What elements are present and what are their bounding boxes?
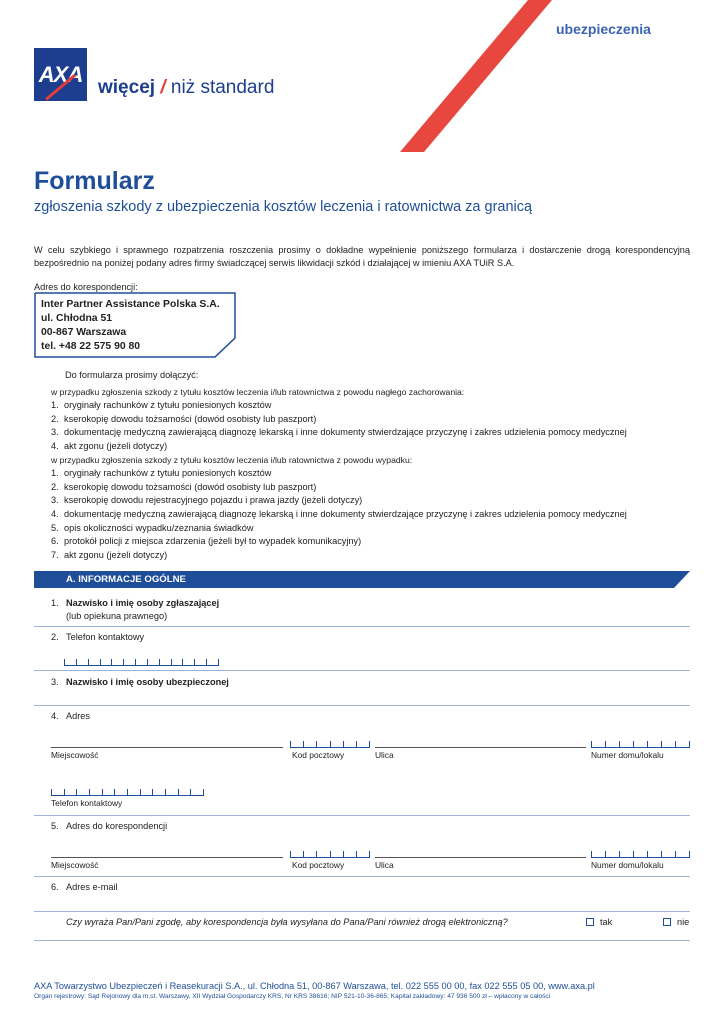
phone-label: Telefon kontaktowy — [51, 798, 123, 808]
divider — [34, 705, 690, 706]
email-input[interactable] — [130, 880, 687, 902]
axa-logo — [34, 48, 87, 101]
q3-input[interactable] — [240, 675, 687, 699]
slogan-separator: / — [160, 77, 166, 98]
divider — [34, 670, 690, 671]
list-item: 2. kserokopię dowodu tożsamości (dowód osobisty lub paszport) — [51, 413, 317, 424]
footer-company-line: AXA Towarzystwo Ubezpieczeń i Reasekuracji S.A., ul. Chłodna 51, 00-867 Warszawa, tel. 022 555 00 00, fax 022 555 05 00, www.axa.pl — [34, 981, 595, 991]
q1-sublabel: (lub opiekuna prawnego) — [66, 611, 168, 621]
street-field[interactable] — [375, 747, 586, 748]
q1-input[interactable] — [227, 600, 687, 620]
q4-number: 4. — [51, 711, 59, 721]
address-label: Adres do korespondencji: — [34, 282, 138, 292]
divider — [34, 815, 690, 816]
q6-number: 6. — [51, 882, 59, 892]
page-title: Formularz — [34, 167, 155, 195]
phone-digit-boxes-2[interactable] — [51, 789, 204, 796]
divider — [34, 911, 690, 912]
q4-label: Adres — [66, 711, 91, 721]
postal-code-boxes[interactable] — [290, 851, 370, 858]
divider — [34, 940, 690, 941]
list-item: 4. dokumentację medyczną zawierającą diagnozę lekarską i inne dokumenty stwierdzające przyczynę i zakres udzielenia pomocy medycznej — [51, 508, 627, 519]
q5-label: Adres do korespondencji — [66, 821, 168, 831]
house-number-boxes[interactable] — [591, 741, 690, 748]
city-label: Miejscowość — [51, 860, 99, 870]
city-field[interactable] — [51, 747, 283, 748]
postal-code-label: Kod pocztowy — [292, 860, 345, 870]
list-item: 3. kserokopię dowodu rejestracyjnego pojazdu i prawa jazdy (jeżeli dotyczy) — [51, 495, 363, 506]
address-line: Inter Partner Assistance Polska S.A. — [41, 299, 220, 310]
list-item: 4. akt zgonu (jeżeli dotyczy) — [51, 440, 168, 451]
attachments-intro: Do formularza prosimy dołączyć: — [65, 370, 199, 380]
address-line: tel. +48 22 575 90 80 — [41, 341, 141, 352]
consent-question: Czy wyraża Pan/Pani zgodę, aby korespondencja była wysyłana do Pana/Pani również drogą elektroniczną? — [66, 917, 508, 927]
list-item: 2. kserokopię dowodu tożsamości (dowód osobisty lub paszport) — [51, 481, 317, 492]
house-number-boxes[interactable] — [591, 851, 690, 858]
q1-label: Nazwisko i imię osoby zgłaszającej — [66, 598, 220, 608]
city-field[interactable] — [51, 857, 283, 858]
list-item: 3. dokumentację medyczną zawierającą diagnozę lekarską i inne dokumenty stwierdzające przyczynę i zakres udzielenia pomocy medycznej — [51, 427, 627, 438]
postal-code-label: Kod pocztowy — [292, 750, 345, 760]
attachments-group1-heading: w przypadku zgłoszenia szkody z tytułu kosztów leczenia i/lub ratownictwa z powodu nagłego zachorowania: — [51, 386, 465, 397]
divider — [34, 626, 690, 627]
slogan-rest: niż standard — [170, 77, 275, 98]
consent-yes-label: tak — [600, 917, 613, 927]
list-item: 6. protokół policji z miejsca zdarzenia (jeżeli był to wypadek komunikacyjny) — [51, 536, 362, 547]
footer-registry-line: Organ rejestrowy: Sąd Rejonowy dla m.st. Warszawy, XII Wydział Gospodarczy KRS, Nr KRS 38616; NIP 521-10-36-865; Kapitał zakładowy: 47 936 500 zł – wpłacony w całości — [34, 993, 551, 1000]
brand-word: ubezpieczenia — [556, 21, 651, 37]
logo-text: AXA — [38, 62, 83, 87]
consent-no-checkbox[interactable] — [663, 918, 671, 926]
house-number-label: Numer domu/lokalu — [591, 860, 664, 870]
q1-number: 1. — [51, 598, 59, 608]
slogan — [98, 77, 274, 99]
list-item: 5. opis okoliczności wypadku/zeznania świadków — [51, 522, 254, 533]
street-label: Ulica — [375, 860, 394, 870]
q2-number: 2. — [51, 632, 59, 642]
page-subtitle: zgłoszenia szkody z ubezpieczenia kosztów leczenia i ratownictwa za granicą — [34, 199, 533, 215]
slogan-bold: więcej — [98, 77, 156, 98]
section-a-title: A. INFORMACJE OGÓLNE — [66, 574, 186, 585]
q6-label: Adres e-mail — [66, 882, 118, 892]
address-block — [41, 298, 220, 354]
list-item: 7. akt zgonu (jeżeli dotyczy) — [51, 549, 168, 560]
phone-digit-boxes[interactable] — [64, 659, 219, 666]
house-number-label: Numer domu/lokalu — [591, 750, 664, 760]
city-label: Miejscowość — [51, 750, 99, 760]
q3-label: Nazwisko i imię osoby ubezpieczonej — [66, 677, 229, 687]
street-label: Ulica — [375, 750, 394, 760]
consent-no-label: nie — [677, 917, 690, 927]
q2-label: Telefon kontaktowy — [66, 632, 145, 642]
list-item: 1. oryginały rachunków z tytułu poniesionych kosztów — [51, 468, 272, 479]
q3-number: 3. — [51, 677, 59, 687]
address-line: 00-867 Warszawa — [41, 327, 127, 338]
attachments-group2-heading: w przypadku zgłoszenia szkody z tytułu kosztów leczenia i/lub ratownictwa z powodu wypadku: — [51, 454, 413, 465]
q5-number: 5. — [51, 821, 59, 831]
divider — [34, 876, 690, 877]
list-item: 1. oryginały rachunków z tytułu poniesionych kosztów — [51, 400, 272, 411]
attachments-list — [51, 369, 691, 562]
consent-yes-checkbox[interactable] — [586, 918, 594, 926]
street-field[interactable] — [375, 857, 586, 858]
address-line: ul. Chłodna 51 — [41, 313, 113, 324]
postal-code-boxes[interactable] — [290, 741, 370, 748]
red-diagonal-stripe — [400, 0, 560, 155]
intro-text: W celu szybkiego i sprawnego rozpatrzenia roszczenia prosimy o dokładne wypełnienie poniższego formularza i dostarczenie drogą korespondencyjną bezpośrednio na poniżej podany adres firmy świadczącej serwis likwidacji szkód i działającej w imieniu AXA TUiR S.A. — [34, 245, 690, 268]
